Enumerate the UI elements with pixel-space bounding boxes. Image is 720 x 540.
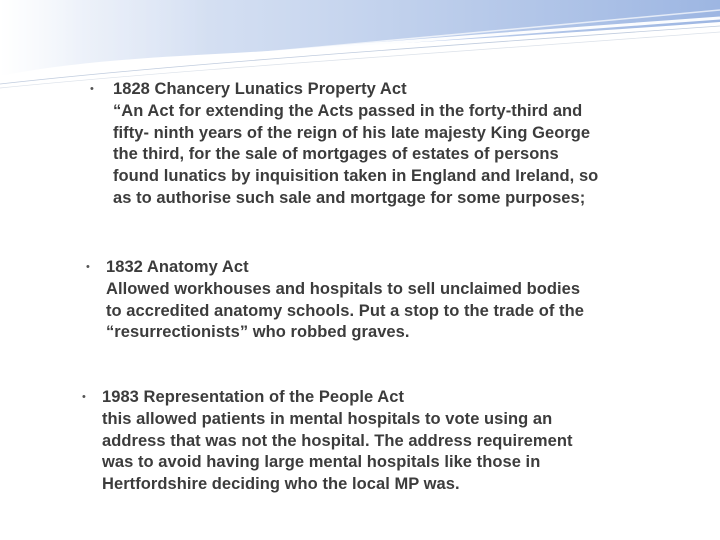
bullet-text: [102, 387, 573, 496]
bullet-marker: •: [86, 261, 90, 273]
bullet-marker: •: [90, 83, 94, 95]
bullet-marker: •: [82, 391, 86, 403]
bullet-line: this allowed patients in mental hospitals to vote using an: [102, 409, 553, 428]
bullet-line: fifty- ninth years of the reign of his late majesty King George: [113, 123, 591, 142]
bullet-chancery-act: [90, 79, 690, 219]
bullet-line: “An Act for extending the Acts passed in the forty-third and: [113, 101, 583, 120]
header-swoosh-decoration: [0, 0, 720, 90]
bullet-text: [106, 257, 584, 344]
bullet-line: the third, for the sale of mortgages of estates of persons: [113, 145, 559, 164]
bullet-title: 1828 Chancery Lunatics Property Act: [113, 80, 407, 98]
bullet-line: was to avoid having large mental hospitals like those in: [102, 453, 541, 472]
bullet-line: found lunatics by inquisition taken in England and Ireland, so: [113, 167, 599, 186]
bullet-line: as to authorise such sale and mortgage for some purposes;: [113, 188, 586, 207]
bullet-line: to accredited anatomy schools. Put a stop to the trade of the: [106, 301, 584, 320]
bullet-anatomy-act: [86, 257, 686, 357]
bullet-title: 1832 Anatomy Act: [106, 258, 249, 276]
bullet-line: address that was not the hospital. The address requirement: [102, 431, 573, 450]
bullet-line: Allowed workhouses and hospitals to sell unclaimed bodies: [106, 279, 581, 298]
bullet-line: Hertfordshire deciding who the local MP was.: [102, 475, 460, 494]
bullet-line: “resurrectionists” who robbed graves.: [106, 323, 410, 342]
bullet-text: [113, 79, 598, 210]
bullet-title: 1983 Representation of the People Act: [102, 388, 404, 406]
bullet-representation-act: [82, 387, 682, 507]
